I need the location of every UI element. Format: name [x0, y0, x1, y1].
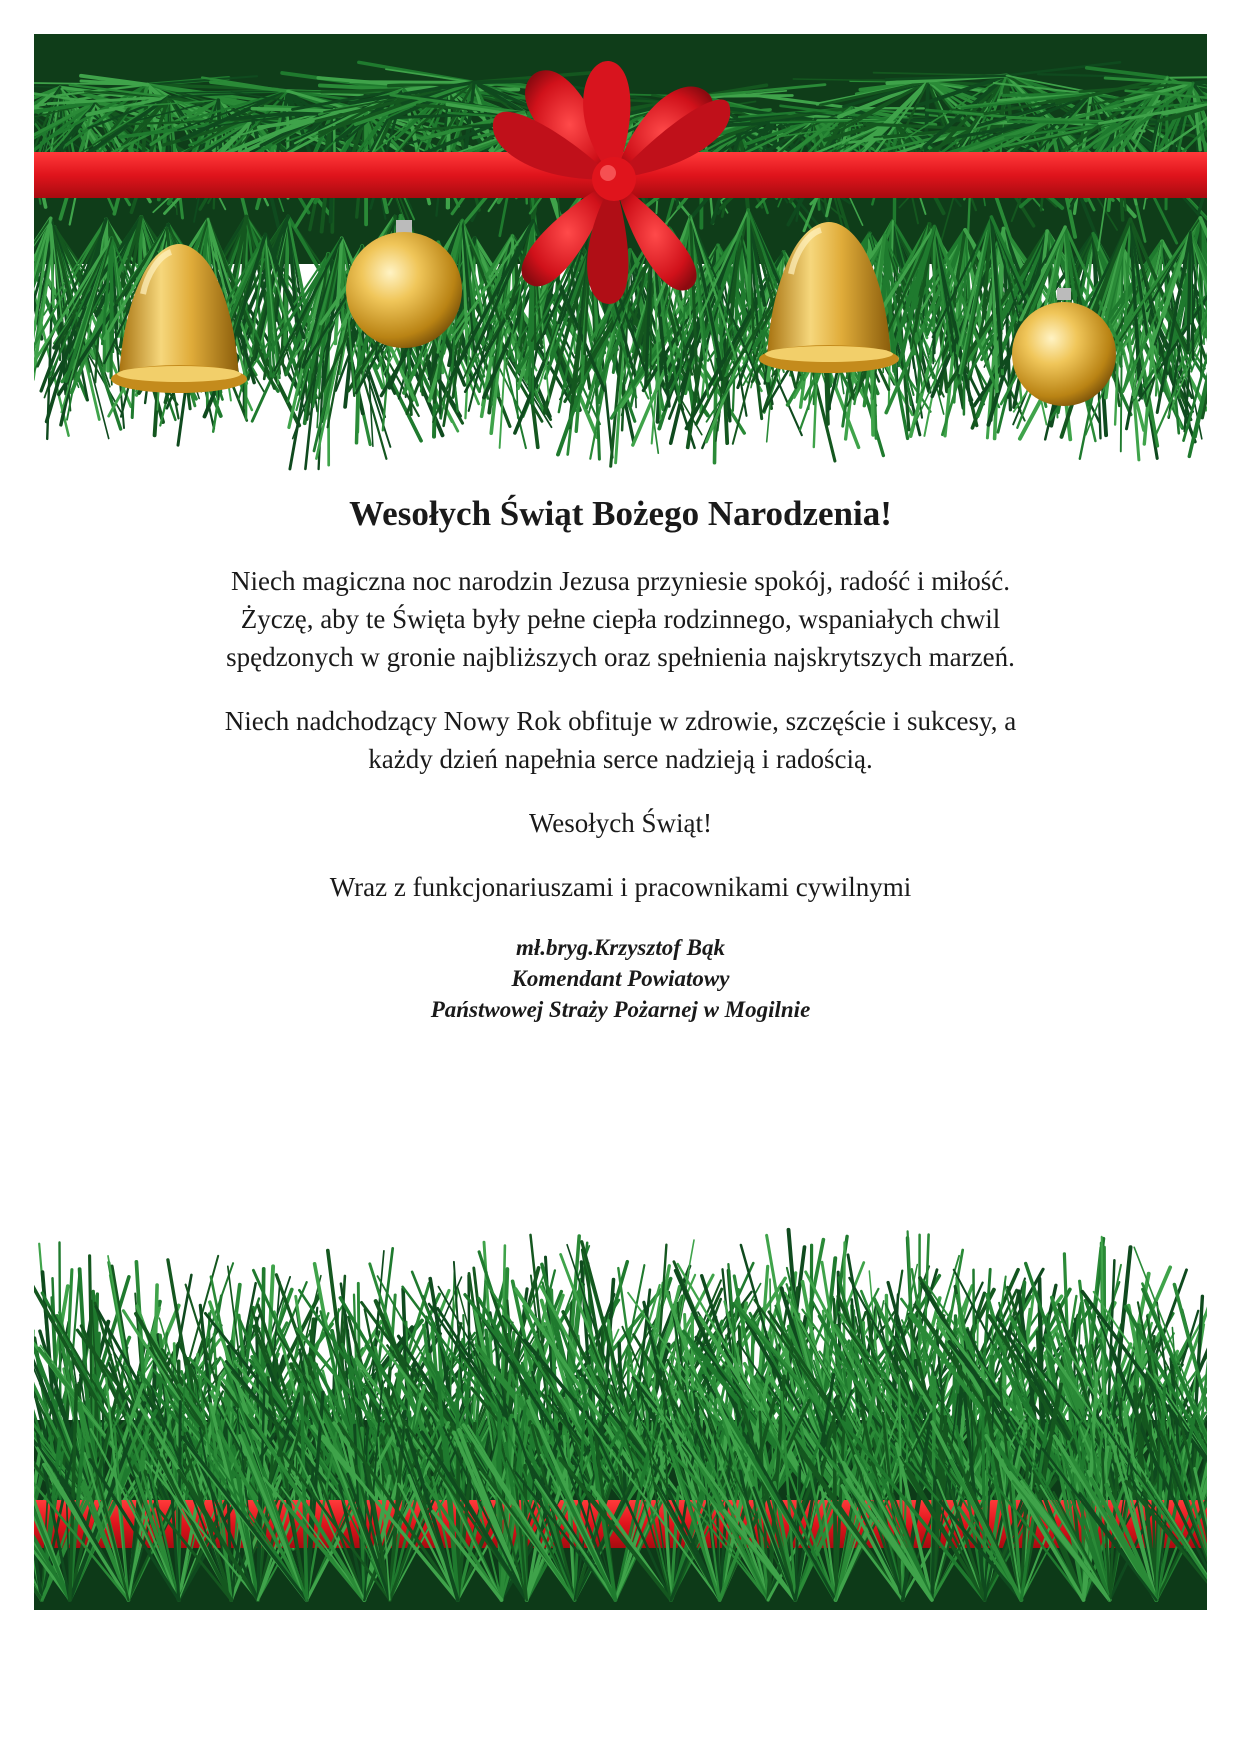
text-line: spędzonych w gronie najbliższych oraz spełnienia najskrytszych marzeń. — [226, 642, 1015, 672]
signature-name: mł.bryg.Krzysztof Bąk — [516, 935, 725, 960]
greeting-title: Wesołych Świąt Bożego Narodzenia! — [349, 494, 892, 533]
signature-block — [120, 932, 1121, 1025]
pine-needle — [748, 210, 749, 304]
signature-role: Komendant Powiatowy — [511, 966, 730, 991]
from-line: Wraz z funkcjonariuszami i pracownikami cywilnymi — [329, 872, 912, 902]
bottom-garland-illustration — [34, 1160, 1207, 1610]
top-garland-illustration — [34, 34, 1207, 494]
text-line: Życzę, aby te Święta były pełne ciepła rodzinnego, wspaniałych chwil — [240, 604, 1001, 634]
greeting-text-block — [120, 492, 1121, 1025]
text-line: Niech nadchodzący Nowy Rok obfituje w zdrowie, szczęście i sukcesy, a — [224, 706, 1017, 736]
greeting-paragraph-2 — [120, 702, 1121, 778]
pine-needle — [895, 120, 969, 121]
pine-needle — [934, 226, 935, 330]
pine-needle — [111, 238, 112, 378]
signature-unit: Państwowej Straży Pożarnej w Mogilnie — [430, 997, 811, 1022]
closing-wish: Wesołych Świąt! — [528, 808, 713, 838]
pine-needle — [351, 82, 474, 83]
text-line: każdy dzień napełnia serce nadzieją i radością. — [368, 744, 873, 774]
greeting-paragraph-1 — [120, 562, 1121, 676]
text-line: Niech magiczna noc narodzin Jezusa przyniesie spokój, radość i miłość. — [231, 566, 1010, 596]
